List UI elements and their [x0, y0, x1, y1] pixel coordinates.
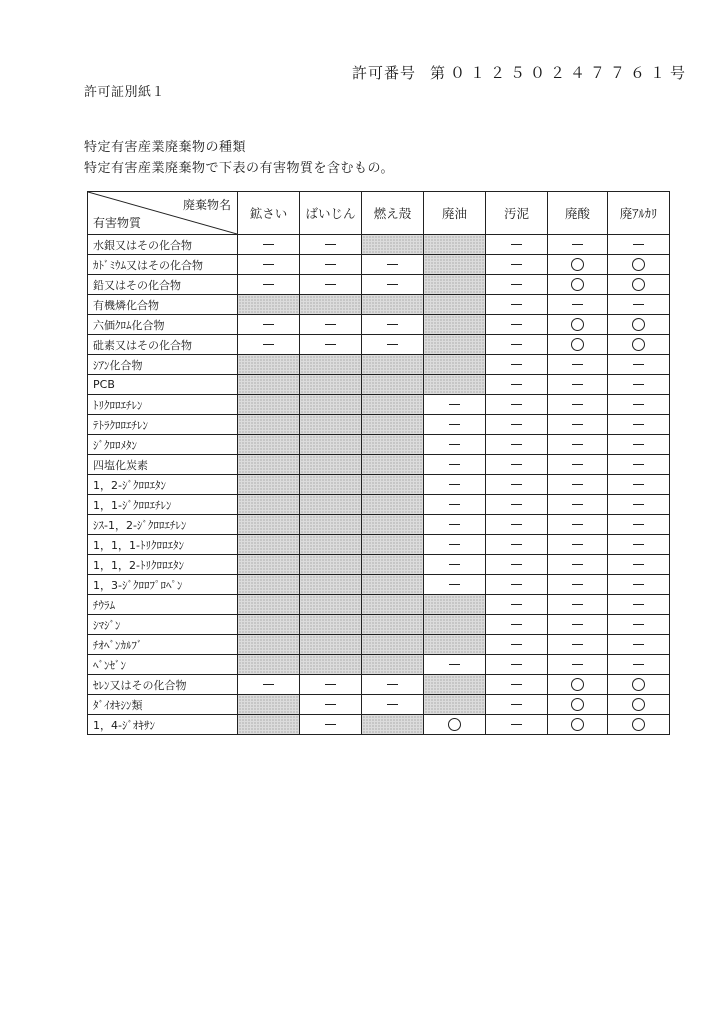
shaded-cell — [238, 635, 300, 655]
table-row — [88, 415, 670, 435]
not-permitted-dash-mark — [486, 395, 548, 415]
shaded-cell — [424, 675, 486, 695]
table-row — [88, 515, 670, 535]
substance-name: 水銀又はその化合物 — [88, 235, 238, 255]
shaded-cell — [362, 575, 424, 595]
not-permitted-dash-mark — [486, 715, 548, 735]
intro-title: 特定有害産業廃棄物の種類 — [84, 140, 247, 155]
not-permitted-dash-mark — [486, 355, 548, 375]
shaded-cell — [238, 655, 300, 675]
not-permitted-dash-mark — [486, 655, 548, 675]
permitted-circle-mark — [608, 255, 670, 275]
table-row — [88, 635, 670, 655]
permitted-circle-mark — [548, 695, 608, 715]
shaded-cell — [238, 575, 300, 595]
not-permitted-dash-mark — [300, 715, 362, 735]
not-permitted-dash-mark — [608, 615, 670, 635]
not-permitted-dash-mark — [486, 555, 548, 575]
not-permitted-dash-mark — [486, 255, 548, 275]
not-permitted-dash-mark — [300, 315, 362, 335]
not-permitted-dash-mark — [424, 435, 486, 455]
not-permitted-dash-mark — [608, 395, 670, 415]
table-corner-header — [88, 192, 238, 235]
substance-name: ﾃﾄﾗｸﾛﾛｴﾁﾚﾝ — [88, 415, 238, 435]
shaded-cell — [238, 715, 300, 735]
not-permitted-dash-mark — [238, 675, 300, 695]
not-permitted-dash-mark — [608, 575, 670, 595]
not-permitted-dash-mark — [238, 315, 300, 335]
substance-name: 1，2-ｼﾞｸﾛﾛｴﾀﾝ — [88, 475, 238, 495]
not-permitted-dash-mark — [486, 595, 548, 615]
not-permitted-dash-mark — [608, 375, 670, 395]
column-header: 燃え殻 — [362, 192, 424, 235]
not-permitted-dash-mark — [608, 515, 670, 535]
shaded-cell — [362, 655, 424, 675]
shaded-cell — [424, 235, 486, 255]
shaded-cell — [424, 615, 486, 635]
not-permitted-dash-mark — [300, 255, 362, 275]
shaded-cell — [238, 495, 300, 515]
not-permitted-dash-mark — [424, 515, 486, 535]
not-permitted-dash-mark — [548, 515, 608, 535]
substance-name: ｼﾏｼﾞﾝ — [88, 615, 238, 635]
not-permitted-dash-mark — [548, 235, 608, 255]
substance-name: 1，1，1-ﾄﾘｸﾛﾛｴﾀﾝ — [88, 535, 238, 555]
not-permitted-dash-mark — [486, 375, 548, 395]
shaded-cell — [238, 435, 300, 455]
shaded-cell — [238, 555, 300, 575]
substance-name: 六価ｸﾛﾑ化合物 — [88, 315, 238, 335]
substance-name: ｼｱﾝ化合物 — [88, 355, 238, 375]
not-permitted-dash-mark — [486, 535, 548, 555]
substance-name: 四塩化炭素 — [88, 455, 238, 475]
shaded-cell — [424, 335, 486, 355]
corner-substance-label: 有害物質 — [93, 216, 142, 230]
not-permitted-dash-mark — [608, 355, 670, 375]
shaded-cell — [300, 515, 362, 535]
shaded-cell — [300, 295, 362, 315]
table-row — [88, 695, 670, 715]
not-permitted-dash-mark — [548, 475, 608, 495]
not-permitted-dash-mark — [608, 635, 670, 655]
table-row — [88, 655, 670, 675]
not-permitted-dash-mark — [486, 455, 548, 475]
shaded-cell — [300, 435, 362, 455]
substance-name: 1，3-ｼﾞｸﾛﾛﾌﾟﾛﾍﾟﾝ — [88, 575, 238, 595]
not-permitted-dash-mark — [300, 335, 362, 355]
not-permitted-dash-mark — [424, 535, 486, 555]
shaded-cell — [300, 555, 362, 575]
substance-name: 砒素又はその化合物 — [88, 335, 238, 355]
substance-name: 1，1，2-ﾄﾘｸﾛﾛｴﾀﾝ — [88, 555, 238, 575]
not-permitted-dash-mark — [608, 555, 670, 575]
not-permitted-dash-mark — [608, 455, 670, 475]
not-permitted-dash-mark — [608, 535, 670, 555]
table-row — [88, 255, 670, 275]
permitted-circle-mark — [608, 275, 670, 295]
not-permitted-dash-mark — [608, 475, 670, 495]
not-permitted-dash-mark — [362, 695, 424, 715]
not-permitted-dash-mark — [548, 295, 608, 315]
not-permitted-dash-mark — [608, 495, 670, 515]
not-permitted-dash-mark — [424, 455, 486, 475]
shaded-cell — [424, 275, 486, 295]
shaded-cell — [424, 355, 486, 375]
substance-name: ｼｽ-1，2-ｼﾞｸﾛﾛｴﾁﾚﾝ — [88, 515, 238, 535]
permitted-circle-mark — [608, 715, 670, 735]
shaded-cell — [362, 455, 424, 475]
shaded-cell — [362, 715, 424, 735]
not-permitted-dash-mark — [486, 495, 548, 515]
table-row — [88, 595, 670, 615]
not-permitted-dash-mark — [486, 695, 548, 715]
not-permitted-dash-mark — [238, 255, 300, 275]
shaded-cell — [300, 415, 362, 435]
table-row — [88, 335, 670, 355]
shaded-cell — [238, 615, 300, 635]
not-permitted-dash-mark — [486, 335, 548, 355]
column-header: 鉱さい — [238, 192, 300, 235]
permitted-circle-mark — [424, 715, 486, 735]
not-permitted-dash-mark — [424, 415, 486, 435]
permitted-circle-mark — [548, 315, 608, 335]
not-permitted-dash-mark — [238, 335, 300, 355]
shaded-cell — [238, 295, 300, 315]
table-row — [88, 235, 670, 255]
not-permitted-dash-mark — [424, 495, 486, 515]
table-row — [88, 675, 670, 695]
substance-name: 有機燐化合物 — [88, 295, 238, 315]
permitted-circle-mark — [548, 715, 608, 735]
not-permitted-dash-mark — [548, 375, 608, 395]
shaded-cell — [300, 655, 362, 675]
table-body — [88, 235, 670, 735]
permit-number-value: 第０１２５０２４７７６１号 — [430, 64, 691, 82]
not-permitted-dash-mark — [548, 415, 608, 435]
shaded-cell — [300, 495, 362, 515]
table-row — [88, 395, 670, 415]
substance-name: PCB — [88, 375, 238, 395]
not-permitted-dash-mark — [548, 395, 608, 415]
not-permitted-dash-mark — [608, 595, 670, 615]
substance-name: ｼﾞｸﾛﾛﾒﾀﾝ — [88, 435, 238, 455]
substance-name: ｾﾚﾝ又はその化合物 — [88, 675, 238, 695]
shaded-cell — [300, 475, 362, 495]
shaded-cell — [362, 395, 424, 415]
shaded-cell — [300, 395, 362, 415]
shaded-cell — [424, 295, 486, 315]
permitted-circle-mark — [548, 275, 608, 295]
shaded-cell — [300, 355, 362, 375]
not-permitted-dash-mark — [486, 615, 548, 635]
attachment-label: 許可証別紙１ — [84, 85, 166, 100]
not-permitted-dash-mark — [548, 635, 608, 655]
substance-name: ﾀﾞｲｵｷｼﾝ類 — [88, 695, 238, 715]
not-permitted-dash-mark — [548, 435, 608, 455]
shaded-cell — [362, 535, 424, 555]
shaded-cell — [362, 435, 424, 455]
not-permitted-dash-mark — [238, 235, 300, 255]
shaded-cell — [362, 375, 424, 395]
not-permitted-dash-mark — [424, 395, 486, 415]
not-permitted-dash-mark — [548, 355, 608, 375]
table-row — [88, 575, 670, 595]
table-row — [88, 275, 670, 295]
shaded-cell — [362, 495, 424, 515]
shaded-cell — [300, 375, 362, 395]
table-row — [88, 715, 670, 735]
not-permitted-dash-mark — [424, 575, 486, 595]
not-permitted-dash-mark — [548, 455, 608, 475]
not-permitted-dash-mark — [238, 275, 300, 295]
shaded-cell — [300, 575, 362, 595]
shaded-cell — [238, 415, 300, 435]
not-permitted-dash-mark — [486, 435, 548, 455]
not-permitted-dash-mark — [608, 655, 670, 675]
not-permitted-dash-mark — [486, 575, 548, 595]
not-permitted-dash-mark — [608, 295, 670, 315]
table-row — [88, 535, 670, 555]
shaded-cell — [362, 295, 424, 315]
not-permitted-dash-mark — [486, 475, 548, 495]
not-permitted-dash-mark — [424, 475, 486, 495]
table-row — [88, 315, 670, 335]
not-permitted-dash-mark — [486, 515, 548, 535]
shaded-cell — [300, 635, 362, 655]
shaded-cell — [424, 695, 486, 715]
shaded-cell — [238, 395, 300, 415]
not-permitted-dash-mark — [362, 255, 424, 275]
not-permitted-dash-mark — [424, 555, 486, 575]
not-permitted-dash-mark — [548, 615, 608, 635]
permitted-circle-mark — [608, 695, 670, 715]
permit-number — [352, 62, 691, 83]
table-row — [88, 435, 670, 455]
shaded-cell — [424, 255, 486, 275]
shaded-cell — [424, 375, 486, 395]
shaded-cell — [362, 475, 424, 495]
not-permitted-dash-mark — [486, 315, 548, 335]
not-permitted-dash-mark — [300, 235, 362, 255]
permitted-circle-mark — [548, 335, 608, 355]
substance-name: ﾄﾘｸﾛﾛｴﾁﾚﾝ — [88, 395, 238, 415]
table-header-row — [88, 192, 670, 235]
permitted-circle-mark — [608, 675, 670, 695]
substance-name: ｶﾄﾞﾐｳﾑ又はその化合物 — [88, 255, 238, 275]
table-row — [88, 495, 670, 515]
permitted-circle-mark — [608, 315, 670, 335]
not-permitted-dash-mark — [548, 555, 608, 575]
not-permitted-dash-mark — [486, 275, 548, 295]
shaded-cell — [362, 615, 424, 635]
not-permitted-dash-mark — [608, 235, 670, 255]
shaded-cell — [424, 635, 486, 655]
table-row — [88, 355, 670, 375]
not-permitted-dash-mark — [548, 535, 608, 555]
permitted-circle-mark — [548, 255, 608, 275]
shaded-cell — [300, 455, 362, 475]
permitted-circle-mark — [608, 335, 670, 355]
shaded-cell — [238, 455, 300, 475]
shaded-cell — [424, 315, 486, 335]
shaded-cell — [362, 595, 424, 615]
hazardous-waste-table — [87, 191, 670, 735]
column-header: 廃油 — [424, 192, 486, 235]
column-header: ばいじん — [300, 192, 362, 235]
column-header: 廃ｱﾙｶﾘ — [608, 192, 670, 235]
shaded-cell — [362, 235, 424, 255]
not-permitted-dash-mark — [486, 295, 548, 315]
shaded-cell — [238, 695, 300, 715]
permit-number-label: 許可番号 — [352, 64, 417, 82]
not-permitted-dash-mark — [608, 435, 670, 455]
substance-name: ﾍﾞﾝｾﾞﾝ — [88, 655, 238, 675]
not-permitted-dash-mark — [362, 335, 424, 355]
not-permitted-dash-mark — [424, 655, 486, 675]
not-permitted-dash-mark — [486, 675, 548, 695]
not-permitted-dash-mark — [608, 415, 670, 435]
shaded-cell — [238, 515, 300, 535]
shaded-cell — [238, 535, 300, 555]
permitted-circle-mark — [548, 675, 608, 695]
shaded-cell — [362, 555, 424, 575]
not-permitted-dash-mark — [548, 495, 608, 515]
table-row — [88, 455, 670, 475]
table-row — [88, 555, 670, 575]
corner-waste-name-label: 廃棄物名 — [182, 198, 231, 212]
intro-description: 特定有害産業廃棄物で下表の有害物質を含むもの。 — [84, 161, 394, 176]
not-permitted-dash-mark — [548, 655, 608, 675]
table-row — [88, 475, 670, 495]
shaded-cell — [238, 355, 300, 375]
shaded-cell — [362, 635, 424, 655]
not-permitted-dash-mark — [300, 695, 362, 715]
not-permitted-dash-mark — [362, 275, 424, 295]
not-permitted-dash-mark — [486, 415, 548, 435]
shaded-cell — [300, 535, 362, 555]
not-permitted-dash-mark — [486, 235, 548, 255]
column-header: 汚泥 — [486, 192, 548, 235]
table-row — [88, 375, 670, 395]
substance-name: 1，4-ｼﾞｵｷｻﾝ — [88, 715, 238, 735]
shaded-cell — [300, 595, 362, 615]
substance-name: 1，1-ｼﾞｸﾛﾛｴﾁﾚﾝ — [88, 495, 238, 515]
table-row — [88, 615, 670, 635]
table-row — [88, 295, 670, 315]
shaded-cell — [362, 415, 424, 435]
shaded-cell — [362, 355, 424, 375]
substance-name: ﾁｵﾍﾞﾝｶﾙﾌﾞ — [88, 635, 238, 655]
shaded-cell — [238, 375, 300, 395]
not-permitted-dash-mark — [300, 275, 362, 295]
shaded-cell — [362, 515, 424, 535]
not-permitted-dash-mark — [548, 575, 608, 595]
substance-name: 鉛又はその化合物 — [88, 275, 238, 295]
shaded-cell — [300, 615, 362, 635]
not-permitted-dash-mark — [548, 595, 608, 615]
column-header: 廃酸 — [548, 192, 608, 235]
shaded-cell — [424, 595, 486, 615]
shaded-cell — [238, 595, 300, 615]
shaded-cell — [238, 475, 300, 495]
not-permitted-dash-mark — [362, 675, 424, 695]
not-permitted-dash-mark — [300, 675, 362, 695]
substance-name: ﾁｳﾗﾑ — [88, 595, 238, 615]
not-permitted-dash-mark — [362, 315, 424, 335]
not-permitted-dash-mark — [486, 635, 548, 655]
